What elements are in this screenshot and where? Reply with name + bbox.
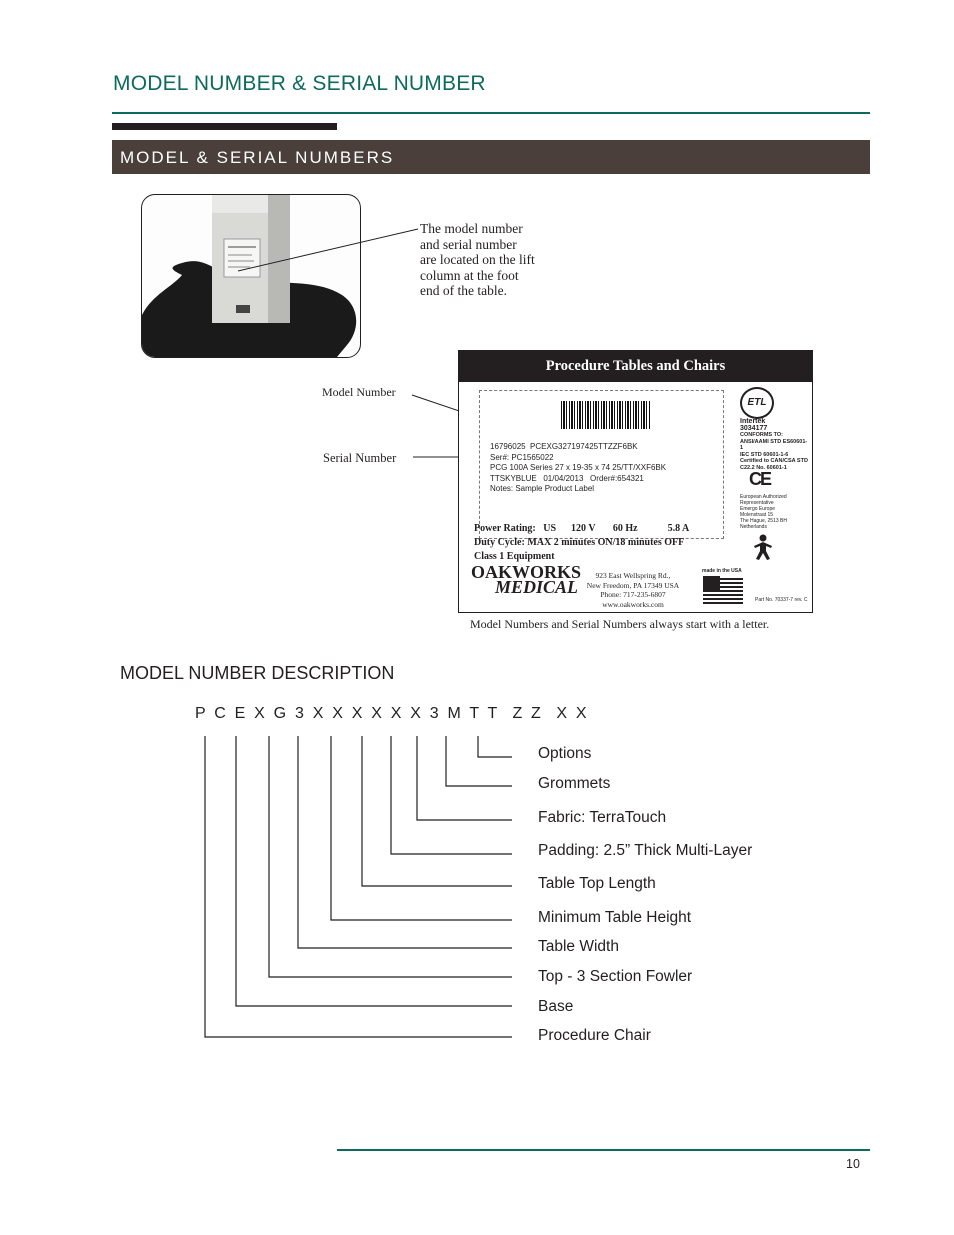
power-rating: Power Rating: US 120 V 60 Hz 5.8 A — [474, 523, 690, 534]
eu-rep-line: Emergo Europe — [740, 506, 776, 512]
address-line: www.oakworks.com — [602, 599, 664, 609]
cert-line: 3034177 — [740, 424, 768, 432]
label-line: TTSKYBLUE 01/04/2013 Order#:654321 — [490, 473, 644, 483]
cert-line: ANSI/AAMI STD ES60601-1 — [740, 438, 808, 451]
callout-line: end of the table. — [420, 283, 507, 298]
eu-rep-line: Molenstraat 15 — [740, 512, 774, 518]
callout-line: The model number — [420, 221, 523, 236]
section-banner-text: MODEL & SERIAL NUMBERS — [120, 148, 395, 167]
desc-padding: Padding: 2.5” Thick Multi-Layer — [538, 842, 753, 859]
equipment-class: Class 1 Equipment — [474, 551, 555, 562]
made-in-usa-text: made in the USA — [702, 568, 742, 574]
address-line: New Freedom, PA 17349 USA — [586, 580, 680, 590]
etl-mark-icon: ETL — [740, 387, 774, 419]
callout-line: are located on the lift — [420, 252, 535, 267]
description-heading: MODEL NUMBER DESCRIPTION — [120, 663, 395, 683]
address-line: 923 East Wellspring Rd., — [595, 571, 671, 580]
serial-number-pointer-label: Serial Number — [323, 451, 397, 465]
label-line: Ser#: PC1565022 — [490, 452, 554, 462]
address-line: Phone: 717-235-6807 — [600, 590, 666, 599]
eu-rep-line: The Hague, 2513 BH — [740, 518, 787, 524]
label-line: 16796025 PCEXG327197425TTZZF6BK — [490, 442, 638, 451]
eu-rep-line: Netherlands — [740, 524, 767, 530]
label-line: PCG 100A Series 27 x 19-35 x 74 25/TT/XXF6BK — [490, 463, 667, 472]
model-number-pointer-label: Model Number — [322, 385, 396, 399]
cert-line: CONFORMS TO: — [740, 432, 783, 438]
footer-rule — [337, 1149, 870, 1151]
cert-line: C22.2 No. 60601-1 — [740, 464, 787, 471]
desc-minimum-table-height: Minimum Table Height — [538, 909, 692, 926]
desc-table-width: Table Width — [538, 938, 619, 955]
eu-rep-line: European Authorized — [740, 494, 787, 500]
desc-fabric: Fabric: TerraTouch — [538, 809, 667, 826]
label-caption: Model Numbers and Serial Numbers always start with a letter. — [470, 617, 770, 631]
desc-grommets: Grommets — [538, 775, 611, 792]
cert-line: IEC STD 60601-1-6 — [740, 451, 789, 458]
cert-line: Intertek — [740, 418, 766, 425]
duty-cycle: Duty Cycle: MAX 2 minutes ON/18 minutes OFF — [474, 537, 685, 548]
part-number: Part No. 70337-7 rev. C — [755, 597, 808, 603]
callout-line: column at the foot — [420, 267, 519, 283]
desc-procedure-chair: Procedure Chair — [538, 1027, 651, 1044]
product-label-header: Procedure Tables and Chairs — [459, 351, 812, 382]
desc-base: Base — [538, 998, 574, 1015]
desc-options: Options — [538, 745, 592, 762]
logo-line-2: MEDICAL — [495, 577, 579, 597]
cert-line: Certified to CAN/CSA STD — [740, 458, 808, 464]
label-line: Notes: Sample Product Label — [490, 484, 595, 493]
desc-top-section: Top - 3 Section Fowler — [538, 968, 693, 985]
page-number: 10 — [846, 1157, 860, 1171]
logo-line-1: OAKWORKS — [471, 562, 582, 582]
desc-table-top-length: Table Top Length — [538, 875, 656, 892]
eu-rep-line: Representative — [740, 500, 774, 506]
callout-line: and serial number — [420, 236, 517, 252]
page-title: MODEL NUMBER & SERIAL NUMBER — [113, 72, 486, 95]
model-code: P C E X G 3 X X X X X X 3 M T T Z Z X X — [195, 705, 589, 722]
ce-mark-icon: CE — [749, 469, 771, 489]
